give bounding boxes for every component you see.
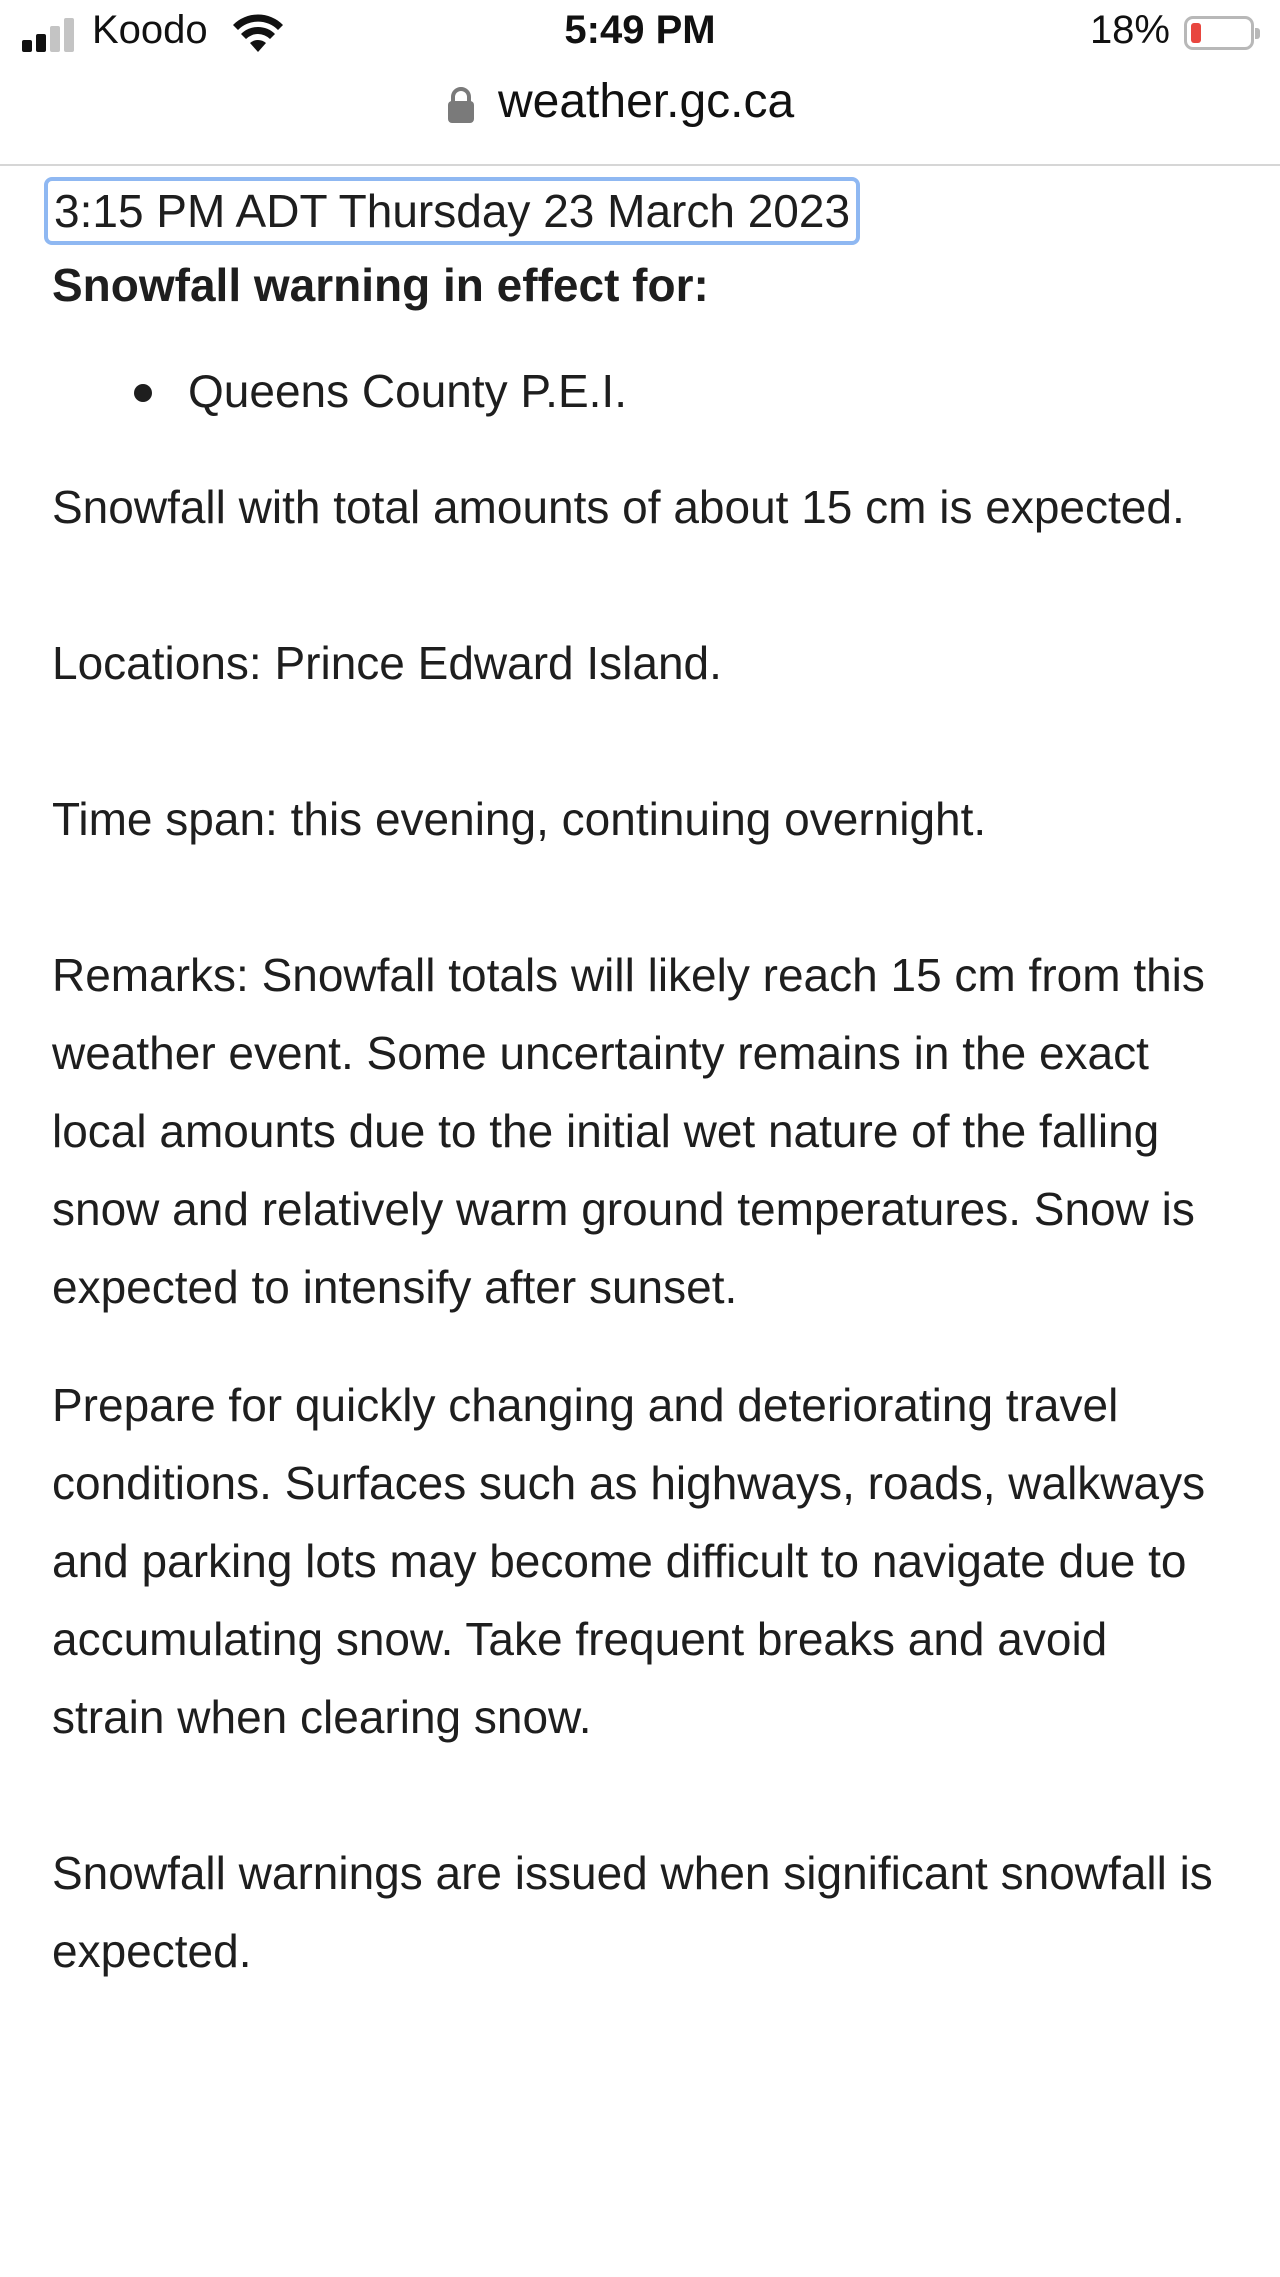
alert-heading: Snowfall warning in effect for: — [52, 259, 709, 311]
remarks-paragraph: Remarks: Snowfall totals will likely reach 15 cm from this weather event. Some uncertainty remains in the exact local amounts due to the initial wet nature of the falling snow and relatively warm ground temperatures. Snow is expected to intensify after sunset. — [52, 949, 1205, 1313]
locations-paragraph: Locations: Prince Edward Island. — [52, 637, 722, 689]
alert-timestamp[interactable]: 3:15 PM ADT Thursday 23 March 2023 — [44, 177, 860, 245]
battery-percentage: 18% — [1089, 8, 1170, 52]
alert-content — [52, 172, 1232, 1990]
status-time: 5:49 PM — [564, 8, 716, 52]
url-text[interactable]: weather.gc.ca — [498, 75, 795, 128]
status-bar — [0, 0, 1280, 68]
preparedness-paragraph: Prepare for quickly changing and deteriorating travel conditions. Surfaces such as highways, roads, walkways and parking lots may become difficult to navigate due to accumulating snow. Take frequent breaks and avoid strain when clearing snow. — [52, 1379, 1206, 1743]
time-span-paragraph: Time span: this evening, continuing overnight. — [52, 793, 987, 845]
affected-areas-list — [52, 352, 1232, 430]
list-item — [188, 352, 1232, 430]
address-bar[interactable] — [0, 68, 1280, 166]
bullet-icon — [134, 384, 152, 402]
battery-level — [1191, 23, 1201, 43]
battery-icon — [1184, 16, 1254, 50]
lock-icon — [446, 86, 476, 124]
area-name: Queens County P.E.I. — [188, 365, 627, 417]
amount-paragraph: Snowfall with total amounts of about 15 cm is expected. — [52, 481, 1185, 533]
warning-criteria-paragraph: Snowfall warnings are issued when significant snowfall is expected. — [52, 1847, 1213, 1977]
carrier-name: Koodo — [92, 8, 208, 52]
